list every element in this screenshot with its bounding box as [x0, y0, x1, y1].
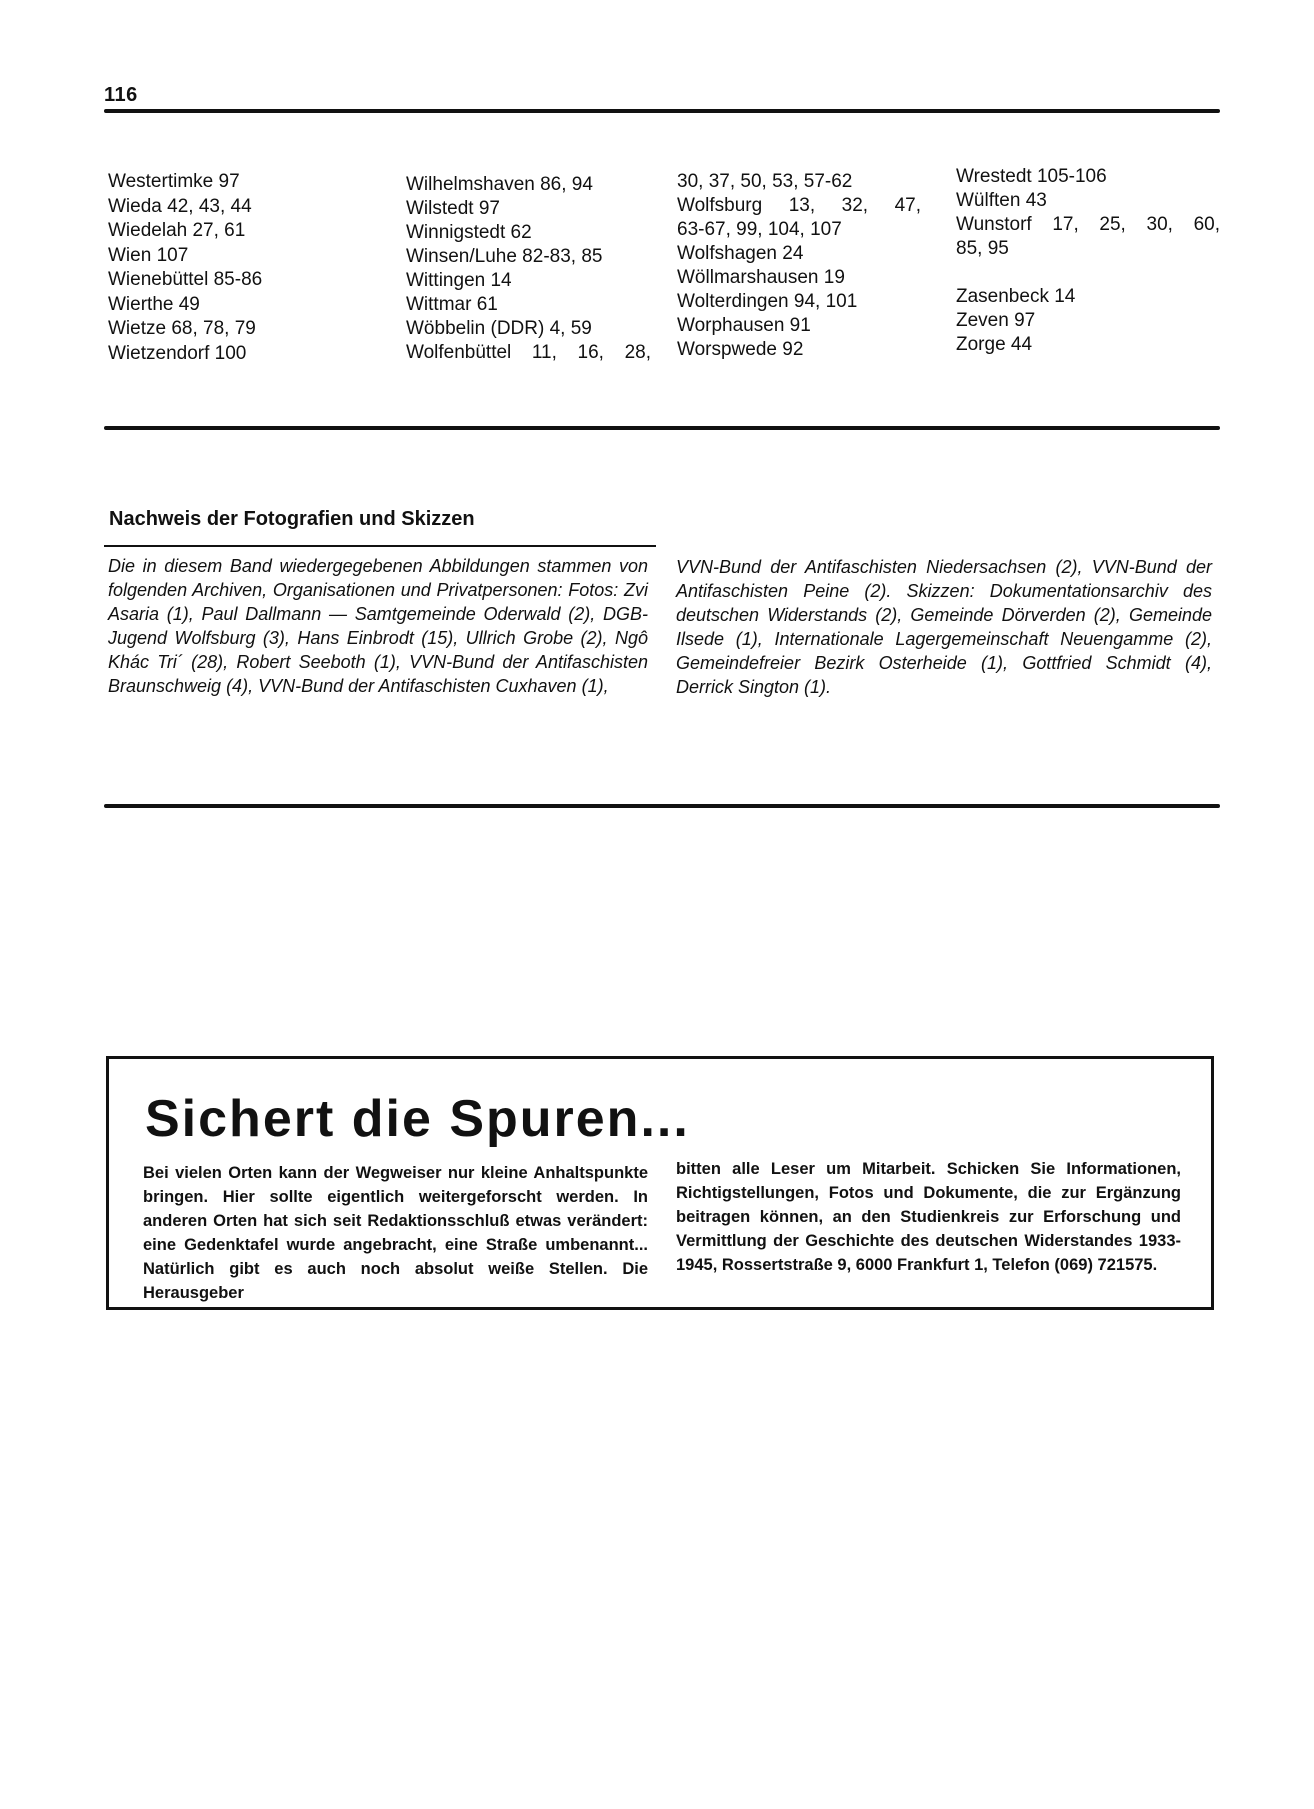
- index-column-2: [406, 173, 651, 365]
- index-entry: Zasenbeck 14: [956, 286, 1076, 307]
- index-column-4: [956, 165, 1220, 357]
- index-entry: Wrestedt 105-106: [956, 166, 1107, 187]
- credits-heading-rule: [104, 545, 656, 547]
- index-entry: Wietzendorf 100: [108, 342, 247, 364]
- index-entry: Wietze 68, 78, 79: [108, 318, 256, 339]
- index-entry: 63-67, 99, 104, 107: [677, 219, 842, 240]
- index-entry: Wieda 42, 43, 44: [108, 195, 252, 217]
- index-entry: Wittmar 61: [406, 294, 498, 315]
- index-entry: Wilhelmshaven 86, 94: [406, 174, 593, 195]
- top-rule: [104, 109, 1220, 113]
- middle-rule: [104, 426, 1220, 430]
- index-entry: Zorge 44: [956, 334, 1033, 355]
- lower-rule: [104, 804, 1220, 808]
- index-gap: [956, 261, 1220, 285]
- index-column-3: [677, 170, 921, 362]
- index-entry: Wittingen 14: [406, 270, 512, 291]
- index-entry: Worphausen 91: [677, 315, 811, 336]
- index-entry: Wiedelah 27, 61: [108, 220, 246, 241]
- index-entry: Wolterdingen 94, 101: [677, 291, 858, 312]
- notice-text-left: Bei vielen Orten kann der Wegweiser nur kleine Anhaltspunkte bringen. Hier sollte eigentlich weitergeforscht werden. In anderen Orten hat sich seit Redaktionsschluß etwas verändert: eine Gedenktafel wurde angebracht, eine Straße umbenannt... Natürlich gibt es auch noch absolut weiße Stellen. Die Herausgeber: [143, 1164, 648, 1302]
- index-entry: Wierthe 49: [108, 293, 200, 315]
- index-entry: Worspwede 92: [677, 339, 804, 360]
- index-entry: Wilstedt 97: [406, 198, 500, 219]
- index-entry: Zeven 97: [956, 310, 1036, 331]
- credits-text-right: VVN-Bund der Antifaschisten Niedersachsen (2), VVN-Bund der Antifaschisten Peine (2). Skizzen: Dokumentationsarchiv des deutschen Widerstands (2), Gemeinde Dörverden (2), Gemeinde Ilsede (1), Internationale Lagergemeinschaft Neuengamme (2), Gemeindefreier Bezirk Osterheide (1), Gottfried Schmidt (4), Derrick Sington (1).: [676, 557, 1212, 697]
- index-entry: Wienebüttel 85-86: [108, 269, 263, 290]
- index-entry: 85, 95: [956, 238, 1009, 259]
- notice-box: [106, 1056, 1214, 1310]
- index-column-1: [108, 170, 262, 366]
- index-entry: 30, 37, 50, 53, 57-62: [677, 171, 853, 192]
- index-entry: Westertimke 97: [108, 171, 240, 192]
- index-entry: Wolfenbüttel 11, 16, 28,: [406, 342, 651, 363]
- index-entry: Wöllmarshausen 19: [677, 267, 845, 288]
- notice-text-right: bitten alle Leser um Mitarbeit. Schicken Sie Informationen, Richtigstellungen, Fotos und Dokumente, die zur Ergänzung beitragen können, an den Studienkreis zur Erforschung und Vermittlung der Geschichte des deutschen Widerstandes 1933-1945, Rossertstraße 9, 6000 Frankfurt 1, Telefon (069) 721575.: [676, 1160, 1181, 1274]
- index-entry: Wöbbelin (DDR) 4, 59: [406, 318, 592, 339]
- index-entry: Wülften 43: [956, 190, 1047, 211]
- notice-title: Sichert die Spuren...: [145, 1090, 690, 1148]
- index-entry: Winsen/Luhe 82-83, 85: [406, 246, 603, 267]
- index-entry: Wunstorf 17, 25, 30, 60,: [956, 214, 1220, 235]
- credits-heading: Nachweis der Fotografien und Skizzen: [109, 508, 475, 530]
- index-entry: Wolfshagen 24: [677, 243, 804, 264]
- index-entry: Wolfsburg 13, 32, 47,: [677, 195, 921, 216]
- index-entry: Winnigstedt 62: [406, 222, 532, 243]
- page-number: 116: [104, 84, 138, 106]
- index-entry: Wien 107: [108, 244, 189, 266]
- credits-text-left: Die in diesem Band wiedergegebenen Abbildungen stammen von folgenden Archiven, Organisationen und Privatpersonen: Fotos: Zvi Asaria (1), Paul Dallmann — Samtgemeinde Oderwald (2), DGB-Jugend Wolfsburg (3), Hans Einbrodt (15), Ullrich Grobe (2), Ngô Khác Tri´ (28), Robert Seeboth (1), VVN-Bund der Antifaschisten Braunschweig (4), VVN-Bund der Antifaschisten Cuxhaven (1),: [108, 556, 648, 696]
